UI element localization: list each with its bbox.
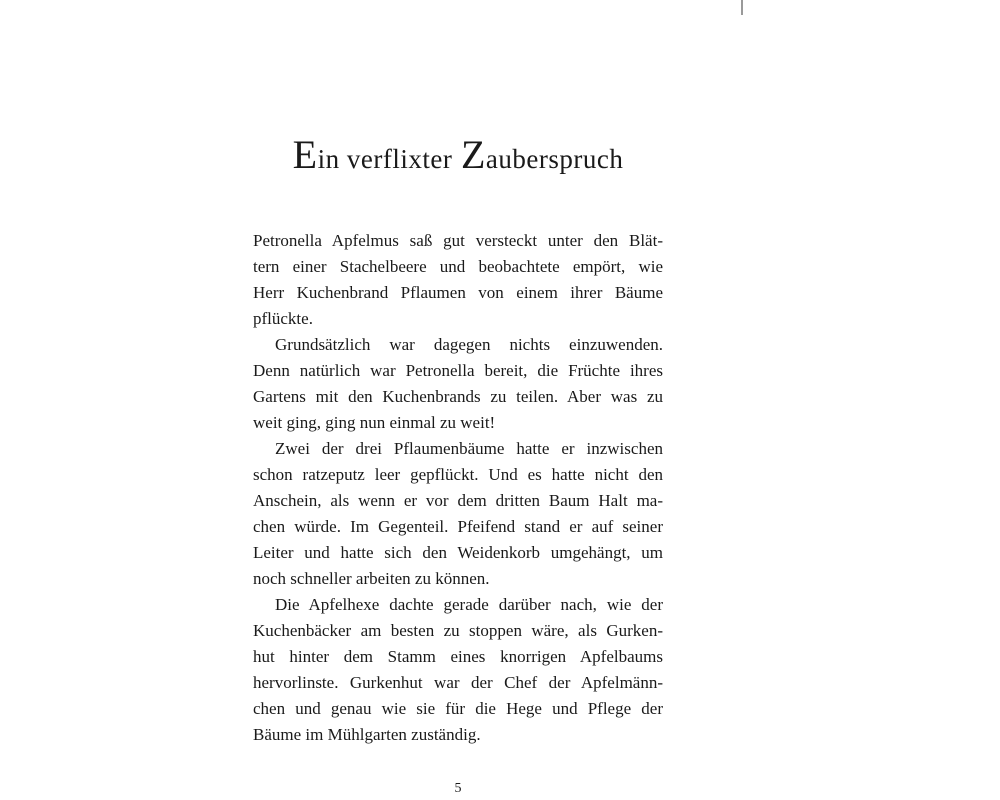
text-line: Bäume im Mühlgarten zuständig. [253, 725, 481, 744]
chapter-text-block [253, 228, 663, 748]
text-line: schon ratzeputz leer gepflückt. Und es hatte nicht den [253, 465, 663, 484]
page-number: 5 [454, 781, 462, 796]
text-line: Leiter und hatte sich den Weidenkorb umgehängt, um [253, 543, 663, 562]
text-line: hervorlinste. Gurkenhut war der Chef der Apfelmänn- [253, 673, 663, 692]
text-line: Kuchenbäcker am besten zu stoppen wäre, als Gurken- [253, 621, 663, 640]
text-line: Denn natürlich war Petronella bereit, die Früchte ihres [253, 361, 663, 380]
text-line: weit ging, ging nun einmal zu weit! [253, 413, 496, 432]
chapter-title-rest: auberspruch [485, 144, 624, 174]
text-line: noch schneller arbeiten zu können. [253, 569, 490, 588]
chapter-title-initial: Z [460, 132, 486, 177]
text-line: chen würde. Im Gegenteil. Pfeifend stand er auf seiner [253, 517, 663, 536]
chapter-title-word [292, 132, 453, 177]
text-line: tern einer Stachelbeere und beobachtete empört, wie [253, 257, 663, 276]
text-line: Anschein, als wenn er vor dem dritten Baum Halt ma- [253, 491, 663, 510]
scrollbar-thumb[interactable] [741, 0, 743, 15]
chapter-title-initial: E [292, 132, 318, 177]
text-line: Petronella Apfelmus saß gut versteckt unter den Blät- [253, 231, 663, 250]
chapter-title-rest: in verflixter [317, 144, 453, 174]
text-line: Die Apfelhexe dachte gerade darüber nach, wie der [275, 595, 663, 614]
text-line: Zwei der drei Pflaumenbäume hatte er inzwischen [275, 439, 663, 458]
text-line: Herr Kuchenbrand Pflaumen von einem ihrer Bäume [253, 283, 663, 302]
text-line: pflückte. [253, 309, 313, 328]
chapter-title-word [460, 132, 624, 177]
text-line: chen und genau wie sie für die Hege und Pflege der [253, 699, 663, 718]
text-line: Grundsätzlich war dagegen nichts einzuwenden. [275, 335, 663, 354]
chapter-title [253, 131, 663, 183]
text-line: hut hinter dem Stamm eines knorrigen Apfelbaums [253, 647, 663, 666]
text-line: Gartens mit den Kuchenbrands zu teilen. Aber was zu [253, 387, 663, 406]
